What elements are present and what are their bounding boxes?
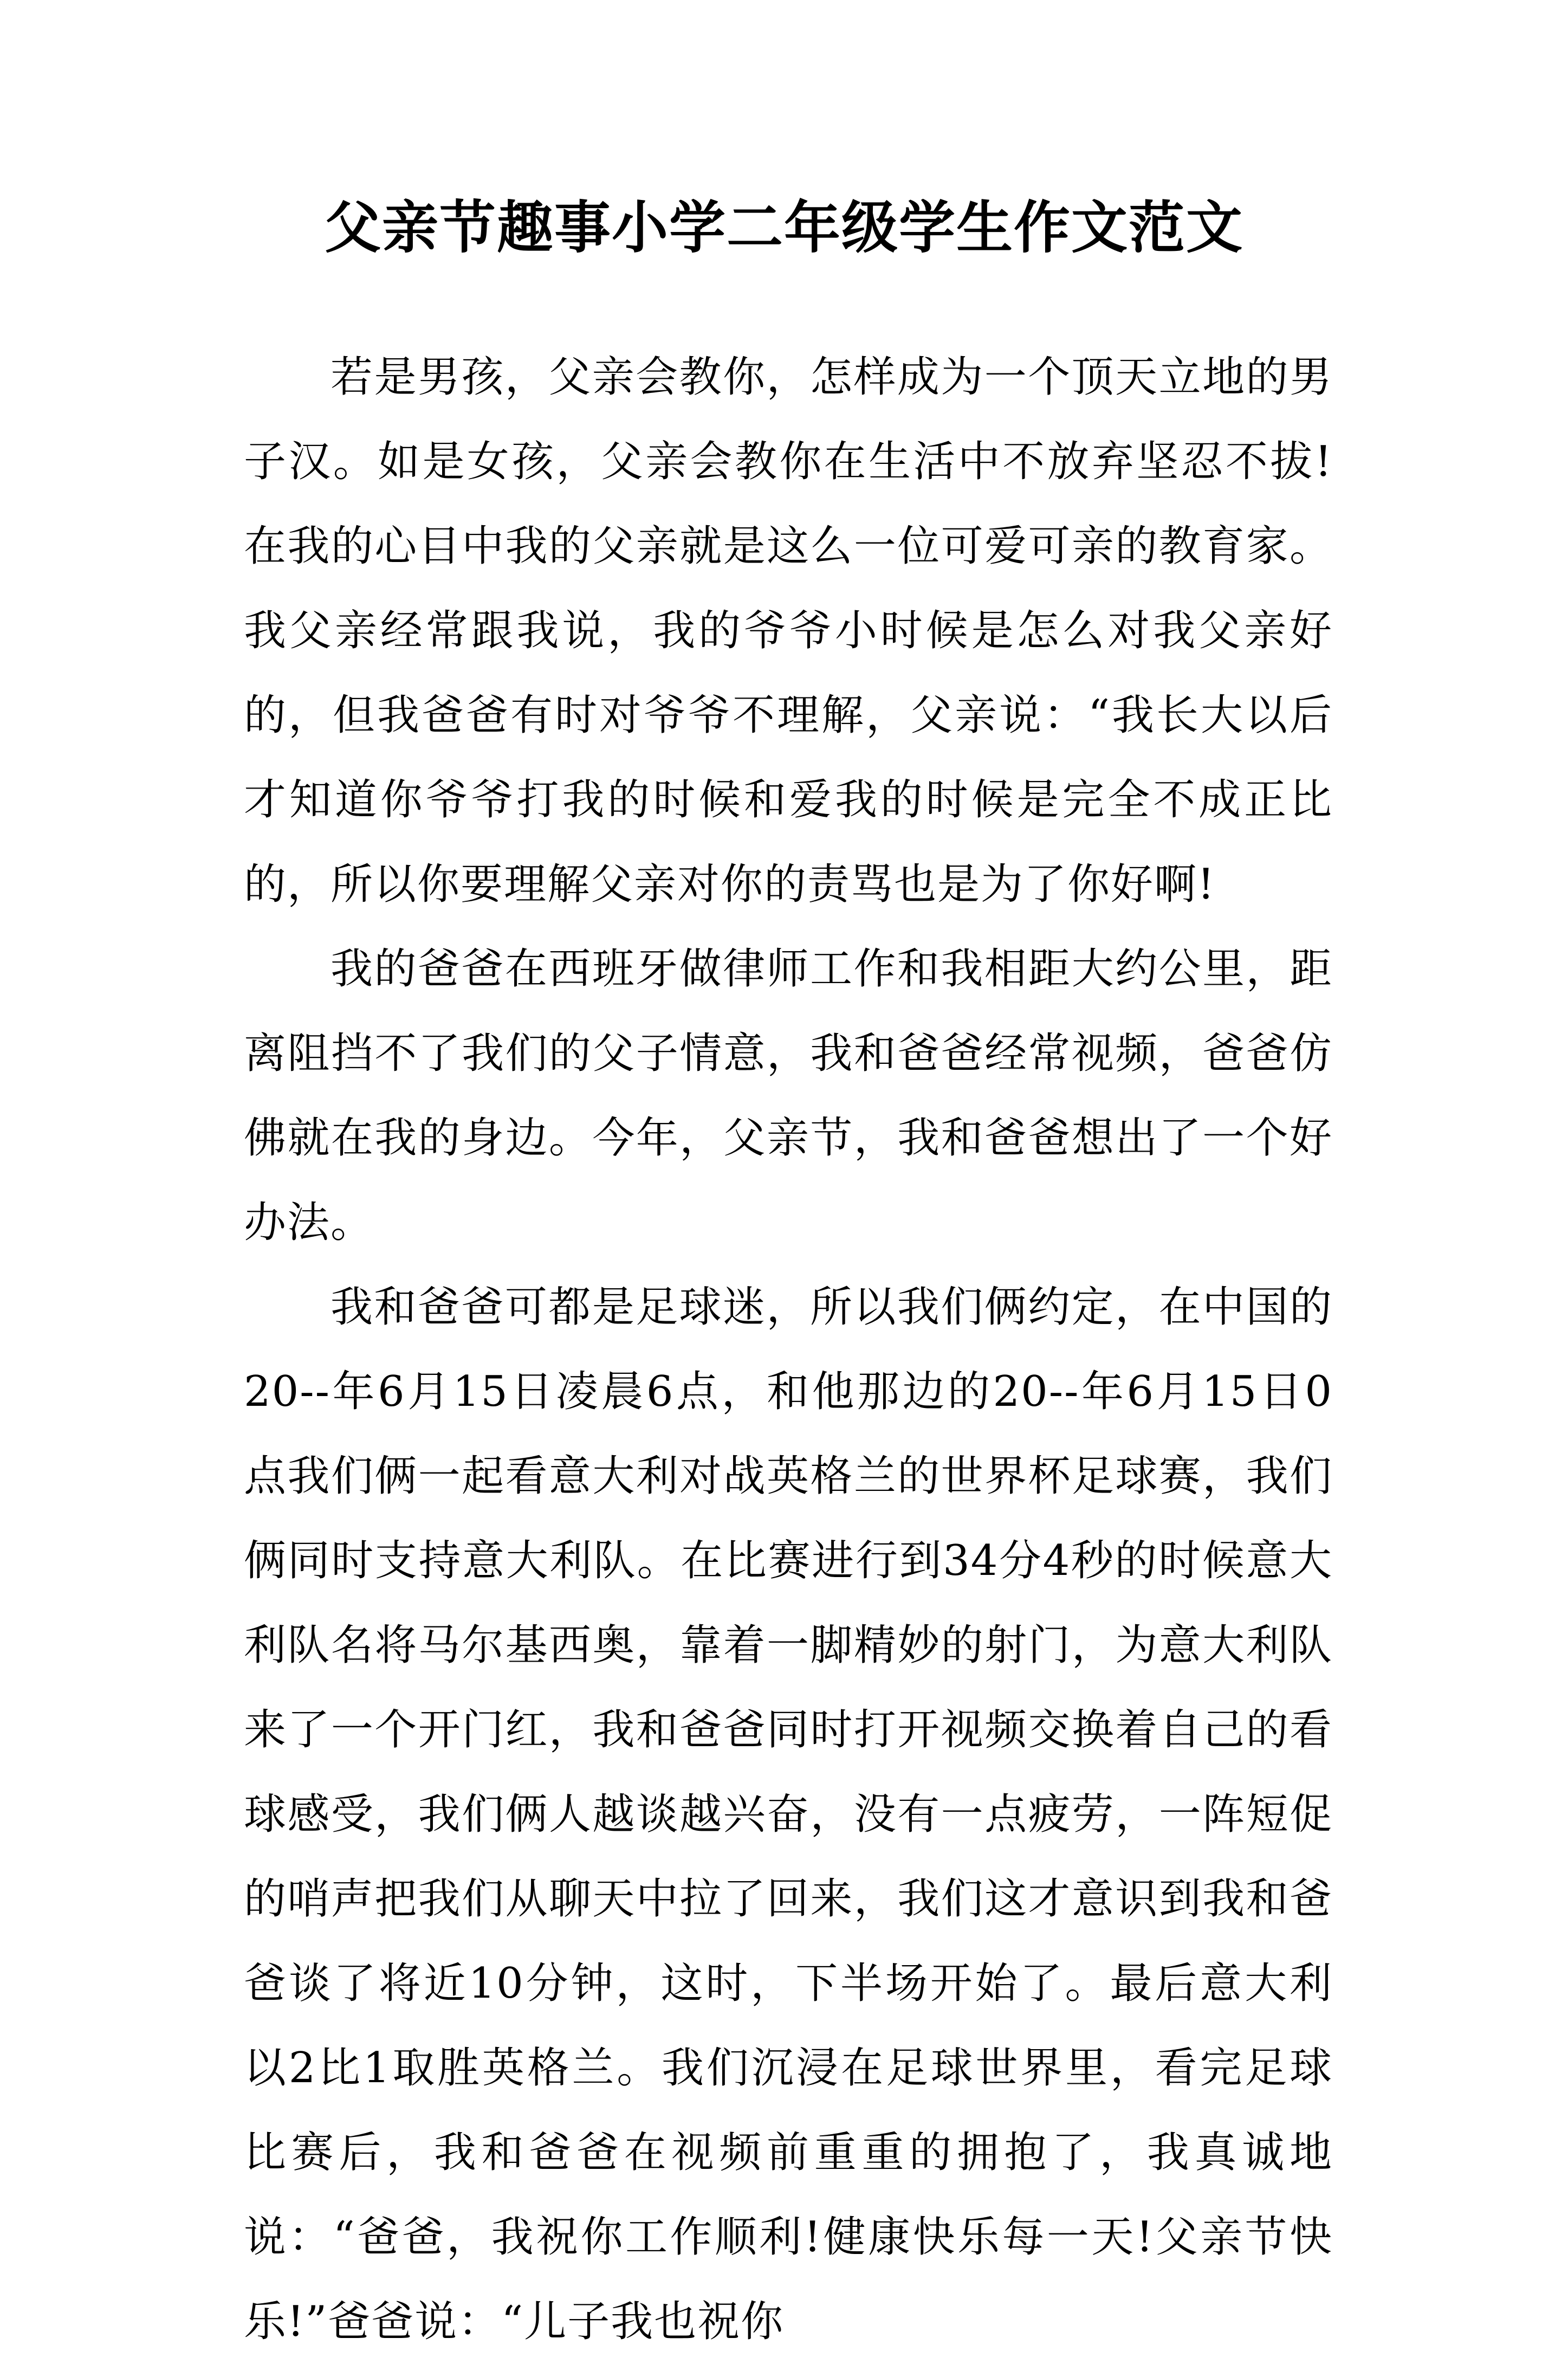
paragraph-2: 我的爸爸在西班牙做律师工作和我相距大约公里，距离阻挡不了我们的父子情意，我和爸爸经常视频，爸爸仿佛就在我的身边。今年，父亲节，我和爸爸想出了一个好办法。 [244, 945, 1333, 1247]
document-body [244, 335, 1333, 2364]
paragraph-3: 我和爸爸可都是足球迷，所以我们俩约定，在中国的20--年6月15日凌晨6点，和他那边的20--年6月15日0点我们俩一起看意大利对战英格兰的世界杯足球赛，我们俩同时支持意大利队。在比赛进行到34分4秒的时候意大利队名将马尔基西奥，靠着一脚精妙的射门，为意大利队来了一个开门红，我和爸爸同时打开视频交换着自己的看球感受，我们俩人越谈越兴奋，没有一点疲劳，一阵短促的哨声把我们从聊天中拉了回来，我们这才意识到我和爸爸谈了将近10分钟，这时，下半场开始了。最后意大利以2比1取胜英格兰。我们沉浸在足球世界里，看完足球比赛后，我和爸爸在视频前重重的拥抱了，我真诚地说：“爸爸，我祝你工作顺利!健康快乐每一天!父亲节快乐!”爸爸说：“儿子我也祝你 [244, 1283, 1333, 2346]
document-title: 父亲节趣事小学二年级学生作文范文 [324, 194, 1243, 261]
paragraph-1: 若是男孩，父亲会教你，怎样成为一个顶天立地的男子汉。如是女孩，父亲会教你在生活中不放弃坚忍不拔!在我的心目中我的父亲就是这么一位可爱可亲的教育家。我父亲经常跟我说，我的爷爷小时候是怎么对我父亲好的，但我爸爸有时对爷爷不理解，父亲说：“我长大以后才知道你爷爷打我的时候和爱我的时候是完全不成正比的，所以你要理解父亲对你的责骂也是为了你好啊! [244, 353, 1333, 909]
